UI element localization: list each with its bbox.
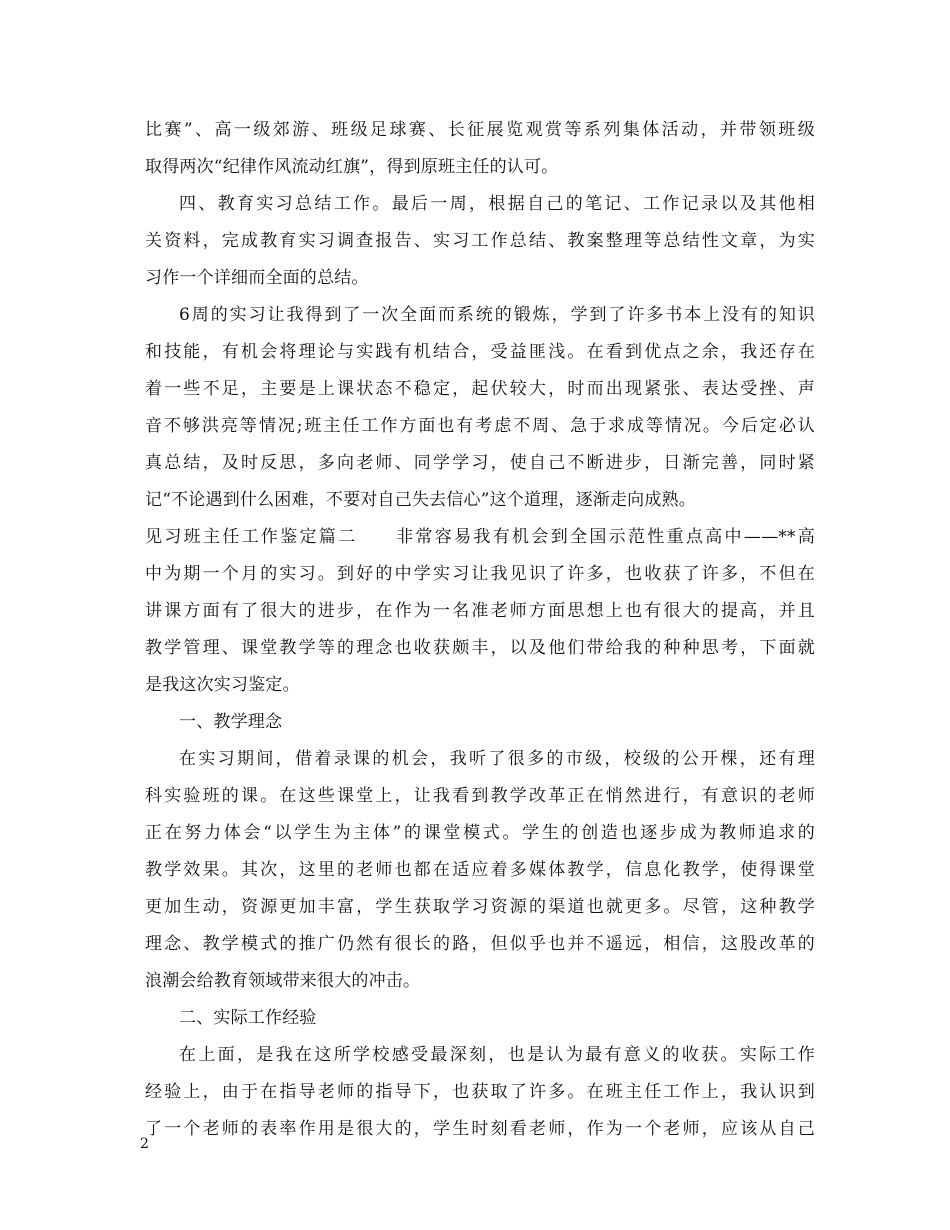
text-line: 教学效果。其次，这里的老师也都在适应着多媒体教学，信息化教学，使得课堂 bbox=[145, 860, 815, 880]
text-line: 科实验班的课。在这些课堂上，让我看到教学改革正在悄然进行，有意识的老师 bbox=[145, 786, 815, 806]
subheading-work-experience: 二、实际工作经验 bbox=[179, 1008, 317, 1028]
text-line: 在上面，是我在这所学校感受最深刻，也是认为最有意义的收获。实际工作 bbox=[179, 1045, 815, 1065]
text-line: 四、教育实习总结工作。最后一周，根据自己的笔记、工作记录以及其他相 bbox=[179, 194, 815, 214]
subheading-teaching-concept: 一、教学理念 bbox=[179, 712, 283, 732]
document-body bbox=[145, 112, 815, 1148]
text-line: 了一个老师的表率作用是很大的，学生时刻看老师，作为一个老师，应该从自己 bbox=[145, 1119, 815, 1139]
text-line: 教学管理、课堂教学等的理念也收获颇丰，以及他们带给我的种种思考，下面就 bbox=[145, 638, 815, 658]
section-heading-line: 见习班主任工作鉴定篇二 非常容易我有机会到全国示范性重点高中——**高 bbox=[145, 527, 815, 547]
text-line: 正在努力体会“以学生为主体”的课堂模式。学生的创造也逐步成为教师追求的 bbox=[145, 823, 815, 843]
text-line: 浪潮会给教育领域带来很大的冲击。 bbox=[145, 971, 421, 991]
text-line: 6周的实习让我得到了一次全面而系统的锻炼，学到了许多书本上没有的知识 bbox=[179, 305, 815, 325]
text-line: 和技能，有机会将理论与实践有机结合，受益匪浅。在看到优点之余，我还存在 bbox=[145, 342, 815, 362]
text-line: 讲课方面有了很大的进步，在作为一名准老师方面思想上也有很大的提高，并且 bbox=[145, 601, 815, 621]
text-line: 是我这次实习鉴定。 bbox=[145, 675, 300, 695]
text-line: 关资料，完成教育实习调查报告、实习工作总结、教案整理等总结性文章，为实 bbox=[145, 231, 815, 251]
text-line: 更加生动，资源更加丰富，学生获取学习资源的渠道也就更多。尽管，这种教学 bbox=[145, 897, 815, 917]
text-line: 经验上，由于在指导老师的指导下，也获取了许多。在班主任工作上，我认识到 bbox=[145, 1082, 815, 1102]
text-line: 取得两次“纪律作风流动红旗”，得到原班主任的认可。 bbox=[145, 157, 559, 177]
text-line: 记“不论遇到什么困难，不要对自己失去信心”这个道理，逐渐走向成熟。 bbox=[145, 490, 696, 510]
text-line: 音不够洪亮等情况;班主任工作方面也有考虑不周、急于求成等情况。今后定必认 bbox=[145, 416, 815, 436]
text-line: 着一些不足，主要是上课状态不稳定，起伏较大，时而出现紧张、表达受挫、声 bbox=[145, 379, 815, 399]
text-line: 在实习期间，借着录课的机会，我听了很多的市级，校级的公开棵，还有理 bbox=[179, 749, 815, 769]
page-number: 2 bbox=[140, 1136, 149, 1152]
text-line: 比赛”、高一级郊游、班级足球赛、长征展览观赏等系列集体活动，并带领班级 bbox=[145, 120, 815, 140]
text-line: 中为期一个月的实习。到好的中学实习让我见识了许多，也收获了许多，不但在 bbox=[145, 564, 815, 584]
text-line: 习作一个详细而全面的总结。 bbox=[145, 268, 369, 288]
text-line: 真总结，及时反思，多向老师、同学学习，使自己不断进步，日渐完善，同时紧 bbox=[145, 453, 815, 473]
text-line: 理念、教学模式的推广仍然有很长的路，但似乎也并不遥远，相信，这股改革的 bbox=[145, 934, 815, 954]
